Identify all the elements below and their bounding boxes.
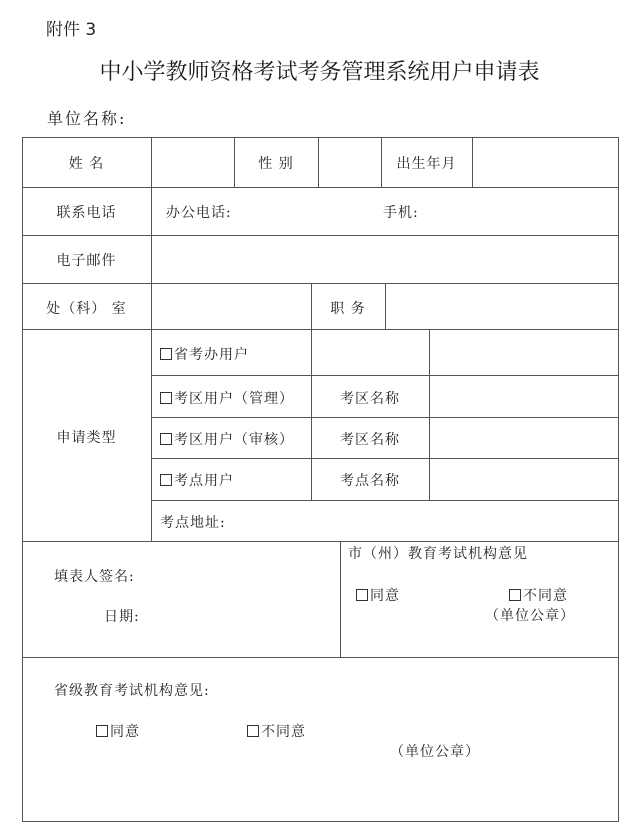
row-divider [22,657,619,658]
city-opinion-title: 市（州）教育考试机构意见 [348,546,528,562]
option-provincial-office-user[interactable] [160,344,249,364]
application-type-label: 申请类型 [56,430,117,446]
provincial-field[interactable] [430,330,618,375]
attachment-number: 附件 3 [46,20,97,40]
gender-label: 性 别 [258,156,294,172]
signer-label: 填表人签名: [54,569,135,585]
mobile-field[interactable] [425,190,615,232]
email-field[interactable] [152,236,618,283]
option-label: 不同意 [261,724,306,740]
option-label: 同意 [110,724,140,740]
signer-field[interactable] [140,560,335,588]
date-field[interactable] [145,600,335,628]
row-divider [151,500,619,501]
province-seal-label: （单位公章） [390,744,480,760]
test-site-address-label: 考点地址: [160,515,226,531]
form-title: 中小学教师资格考试考务管理系统用户申请表 [99,60,540,85]
checkbox-icon[interactable] [509,589,521,601]
test-site-name-field[interactable] [430,459,618,500]
province-disagree-option[interactable] [247,721,306,741]
province-agree-option[interactable] [96,721,140,741]
test-site-address-field[interactable] [240,502,615,539]
district-name-field[interactable] [430,376,618,417]
email-label: 电子邮件 [56,253,117,269]
checkbox-icon[interactable] [160,433,172,445]
office-phone-field[interactable] [240,190,380,232]
district-name-label: 考区名称 [340,391,400,407]
option-label: 同意 [370,588,400,604]
option-test-site-user[interactable] [160,470,234,490]
test-site-name-label: 考点名称 [340,473,400,489]
row-divider [22,541,619,542]
city-disagree-option[interactable] [509,585,568,605]
checkbox-icon[interactable] [160,474,172,486]
checkbox-icon[interactable] [160,348,172,360]
option-label: 不同意 [523,588,568,604]
option-label: 考区用户（审核） [174,432,294,448]
city-seal-label: （单位公章） [485,608,575,624]
position-field[interactable] [386,284,618,329]
option-label: 考区用户（管理） [174,391,294,407]
city-agree-option[interactable] [356,585,400,605]
option-label: 省考办用户 [174,347,249,363]
col-divider [151,137,152,541]
option-label: 考点用户 [174,473,234,489]
birth-label: 出生年月 [396,156,457,172]
name-label: 姓 名 [68,156,105,172]
checkbox-icon[interactable] [247,725,259,737]
mobile-label: 手机: [383,205,419,221]
district-name-field[interactable] [430,418,618,458]
position-label: 职 务 [330,301,366,317]
option-district-review-user[interactable] [160,429,294,449]
checkbox-icon[interactable] [160,392,172,404]
unit-name-label: 单位名称: [47,109,127,128]
department-field[interactable] [152,284,311,329]
checkbox-icon[interactable] [96,725,108,737]
province-opinion-title: 省级教育考试机构意见: [54,683,210,699]
date-label: 日期: [104,609,140,625]
checkbox-icon[interactable] [356,589,368,601]
gender-field[interactable] [319,138,381,187]
birth-field[interactable] [473,138,618,187]
contact-phone-label: 联系电话 [56,205,117,221]
option-district-admin-user[interactable] [160,388,294,408]
district-name-label: 考区名称 [340,432,400,448]
name-field[interactable] [152,138,234,187]
col-divider [340,541,341,657]
office-phone-label: 办公电话: [166,205,232,221]
row-divider [22,187,619,188]
department-label: 处（科） 室 [46,301,127,317]
